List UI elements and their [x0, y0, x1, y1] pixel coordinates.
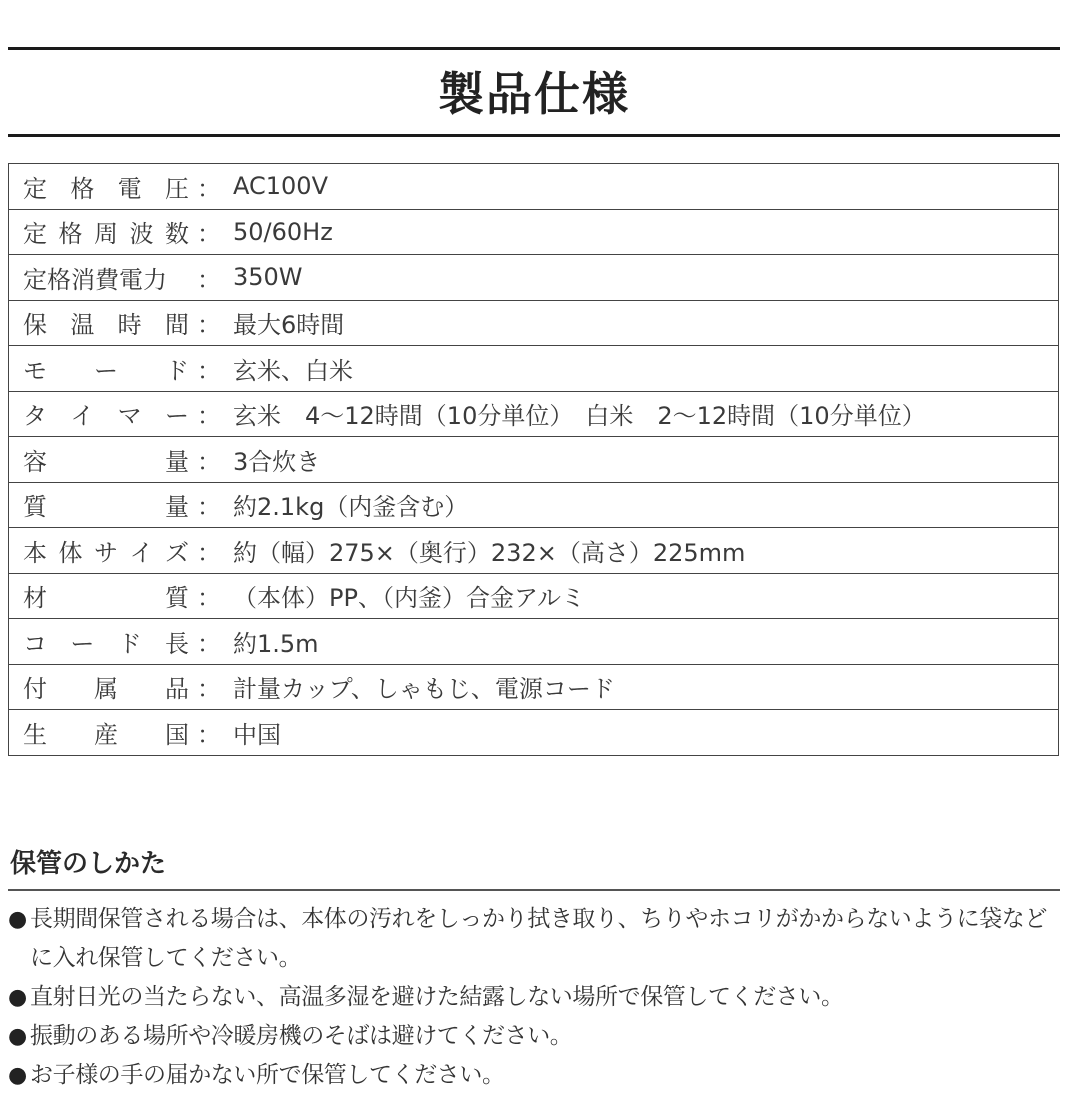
spec-label — [9, 482, 190, 528]
spec-row — [9, 164, 1059, 210]
spec-label-char: 数 — [165, 220, 189, 249]
spec-colon: ： — [189, 664, 229, 710]
spec-label-char: 質 — [23, 493, 47, 522]
spec-label-char: 周 — [94, 220, 118, 249]
storage-note-text: お子様の手の届かない所で保管してください。 — [30, 1062, 505, 1088]
spec-colon: ： — [189, 209, 229, 255]
spec-label — [9, 164, 190, 210]
spec-value: 3合炊き — [229, 437, 1059, 483]
spec-label-char: 時 — [117, 311, 142, 340]
spec-value: 約2.1kg（内釜含む） — [229, 482, 1059, 528]
spec-label-char: 定格消費電力 — [23, 265, 167, 294]
spec-value: 玄米、白米 — [229, 346, 1059, 392]
spec-value: 中国 — [229, 710, 1059, 756]
spec-label — [9, 346, 190, 392]
spec-label — [9, 300, 190, 346]
spec-label — [9, 209, 190, 255]
spec-label-char: 生 — [23, 720, 47, 749]
storage-note-item — [8, 1056, 1066, 1095]
spec-colon: ： — [189, 619, 229, 665]
spec-label-char: ー — [94, 356, 118, 385]
spec-value: 350W — [229, 255, 1059, 301]
storage-notes-list — [8, 900, 1066, 1095]
spec-label-char: ー — [164, 402, 189, 431]
spec-label-char: 保 — [23, 311, 47, 340]
spec-label-char: 体 — [58, 538, 83, 567]
spec-label-char: 産 — [94, 720, 118, 749]
spec-colon: ： — [189, 346, 229, 392]
storage-note-text: 直射日光の当たらない、高温多湿を避けた結露しない場所で保管してください。 — [30, 984, 844, 1010]
spec-colon: ： — [189, 391, 229, 437]
spec-row — [9, 619, 1059, 665]
spec-row — [9, 346, 1059, 392]
spec-label-char: 波 — [129, 220, 154, 249]
spec-colon: ： — [189, 164, 229, 210]
spec-label-char: 定 — [23, 220, 47, 249]
spec-label-char: 圧 — [164, 174, 189, 203]
storage-note-item — [8, 1017, 1066, 1056]
spec-colon: ： — [189, 482, 229, 528]
spec-row — [9, 255, 1059, 301]
storage-note-item — [8, 978, 1066, 1017]
spec-row — [9, 482, 1059, 528]
bullet-icon: ● — [8, 985, 28, 1010]
spec-label — [9, 710, 190, 756]
spec-label — [9, 528, 190, 574]
spec-label — [9, 391, 190, 437]
spec-label-char: 格 — [70, 174, 95, 203]
spec-row — [9, 209, 1059, 255]
spec-value: 計量カップ、しゃもじ、電源コード — [229, 664, 1059, 710]
spec-label-char: 格 — [58, 220, 83, 249]
spec-row — [9, 391, 1059, 437]
spec-table — [8, 163, 1059, 756]
spec-value: 50/60Hz — [229, 209, 1059, 255]
spec-label-char: 容 — [23, 447, 47, 476]
spec-label-char: サ — [94, 538, 118, 567]
spec-value: 約（幅）275×（奥行）232×（高さ）225mm — [229, 528, 1059, 574]
spec-colon: ： — [189, 255, 229, 301]
spec-label — [9, 437, 190, 483]
spec-value: AC100V — [229, 164, 1059, 210]
spec-label-char: ド — [117, 629, 142, 658]
bullet-icon: ● — [8, 907, 28, 932]
spec-label — [9, 619, 190, 665]
spec-value: （本体）PP、（内釜）合金アルミ — [229, 573, 1059, 619]
spec-row — [9, 573, 1059, 619]
spec-label — [9, 255, 190, 301]
spec-label-char: イ — [129, 538, 154, 567]
storage-note-text: 長期間保管される場合は、本体の汚れをしっかり拭き取り、ちりやホコリがかからないように袋などに入れ保管してください。 — [30, 906, 1048, 971]
spec-label-char: ズ — [165, 538, 189, 567]
storage-note-item — [8, 900, 1066, 978]
spec-label-char: 本 — [23, 538, 47, 567]
spec-label — [9, 573, 190, 619]
spec-label-char: 温 — [70, 311, 95, 340]
storage-note-text: 振動のある場所や冷暖房機のそばは避けてください。 — [30, 1023, 573, 1049]
storage-heading: 保管のしかた — [10, 849, 167, 879]
spec-colon: ： — [189, 573, 229, 619]
spec-label-char: モ — [23, 356, 47, 385]
storage-heading-rule — [8, 889, 1060, 891]
spec-label-char: マ — [117, 402, 142, 431]
spec-row — [9, 710, 1059, 756]
spec-label-char: 材 — [23, 584, 47, 613]
spec-label-char: 量 — [165, 447, 189, 476]
spec-row — [9, 300, 1059, 346]
spec-value: 玄米 4～12時間（10分単位） 白米 2～12時間（10分単位） — [229, 391, 1059, 437]
bullet-icon: ● — [8, 1063, 28, 1088]
spec-label-char: 国 — [165, 720, 189, 749]
spec-label-char: 長 — [164, 629, 189, 658]
spec-row — [9, 528, 1059, 574]
spec-label-char: タ — [23, 402, 47, 431]
spec-value: 約1.5m — [229, 619, 1059, 665]
spec-label-char: 付 — [23, 675, 47, 704]
title-bottom-rule — [8, 134, 1060, 137]
spec-label-char: 量 — [165, 493, 189, 522]
spec-label-char: 定 — [23, 174, 47, 203]
spec-colon: ： — [189, 710, 229, 756]
spec-label-char: ー — [70, 629, 95, 658]
spec-label-char: 属 — [94, 675, 118, 704]
page-title: 製品仕様 — [438, 67, 630, 121]
spec-colon: ： — [189, 528, 229, 574]
spec-row — [9, 437, 1059, 483]
spec-label-char: イ — [70, 402, 95, 431]
spec-row — [9, 664, 1059, 710]
spec-label-char: ド — [165, 356, 189, 385]
spec-label-char: 質 — [165, 584, 189, 613]
spec-value: 最大6時間 — [229, 300, 1059, 346]
spec-colon: ： — [189, 300, 229, 346]
title-top-rule — [8, 47, 1060, 50]
spec-label — [9, 664, 190, 710]
spec-label-char: 品 — [165, 675, 189, 704]
spec-label-char: 電 — [117, 174, 142, 203]
bullet-icon: ● — [8, 1024, 28, 1049]
spec-label-char: コ — [23, 629, 47, 658]
spec-colon: ： — [189, 437, 229, 483]
spec-label-char: 間 — [164, 311, 189, 340]
